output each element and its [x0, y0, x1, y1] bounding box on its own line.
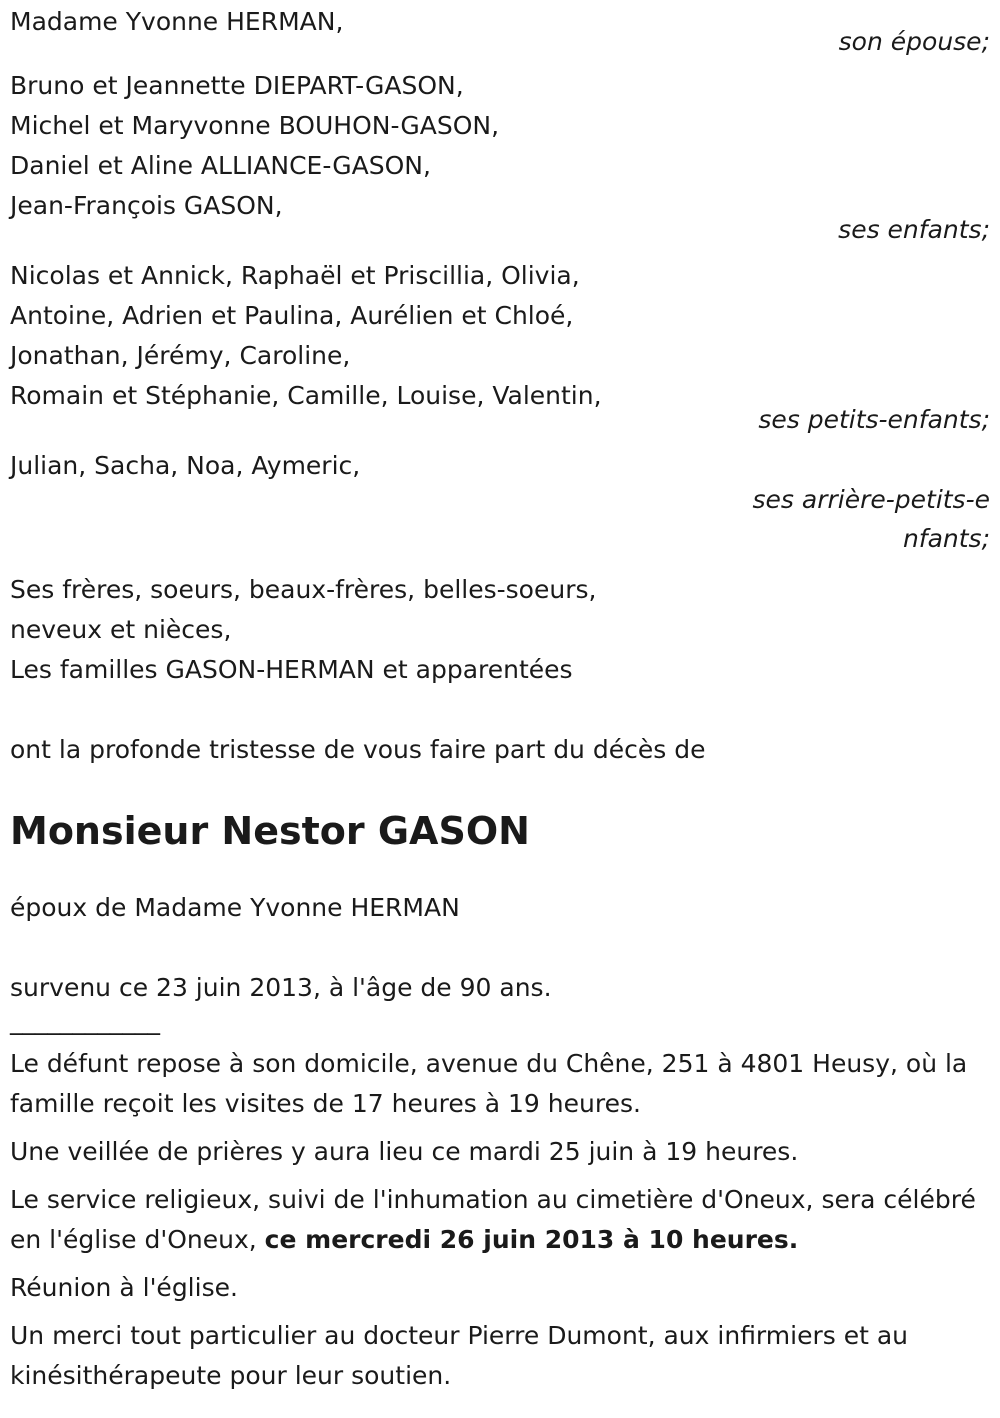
- others-line: neveux et nièces,: [10, 615, 232, 644]
- separator-line: ____________: [10, 1006, 160, 1035]
- grandchildren-group: [10, 256, 990, 434]
- great-grandchild-line: Julian, Sacha, Noa, Aymeric,: [10, 451, 361, 480]
- spouse-group: [10, 0, 990, 56]
- spouse-role: son épouse;: [838, 27, 990, 56]
- announcement-text: ont la profonde tristesse de vous faire part du décès de: [10, 735, 706, 764]
- child-line: Daniel et Aline ALLIANCE-GASON,: [10, 151, 431, 180]
- child-line: Michel et Maryvonne BOUHON-GASON,: [10, 111, 500, 140]
- grandchildren-role: ses petits-enfants;: [758, 405, 990, 434]
- service-date: ce mercredi 26 juin 2013 à 10 heures.: [264, 1225, 799, 1254]
- service-paragraph: [10, 1180, 990, 1260]
- grandchild-line: Jonathan, Jérémy, Caroline,: [10, 341, 351, 370]
- others-group: [10, 570, 990, 690]
- service-text: Le service religieux, suivi de l'inhumation au cimetière d'Oneux, sera célébré en l'église d'Oneux,: [10, 1185, 976, 1254]
- deceased-name: Monsieur Nestor GASON: [10, 809, 530, 853]
- meeting-paragraph: Réunion à l'église.: [10, 1273, 238, 1302]
- others-line: Les familles GASON-HERMAN et apparentées: [10, 655, 573, 684]
- children-group: [10, 66, 990, 244]
- great-grandchildren-role: ses arrière-petits-enfants;: [752, 485, 990, 553]
- great-grandchildren-group: [10, 446, 990, 558]
- others-line: Ses frères, soeurs, beaux-frères, belles-soeurs,: [10, 575, 597, 604]
- repose-paragraph: Le défunt repose à son domicile, avenue du Chêne, 251 à 4801 Heusy, où la famille reçoit les visites de 17 heures à 19 heures.: [10, 1049, 968, 1118]
- spouse-of-text: époux de Madame Yvonne HERMAN: [10, 893, 460, 922]
- grandchild-line: Nicolas et Annick, Raphaël et Priscillia, Olivia,: [10, 261, 580, 290]
- vigil-paragraph: Une veillée de prières y aura lieu ce mardi 25 juin à 19 heures.: [10, 1137, 799, 1166]
- grandchild-line: Antoine, Adrien et Paulina, Aurélien et Chloé,: [10, 301, 574, 330]
- child-line: Jean-François GASON,: [10, 191, 283, 220]
- spouse-name: Madame Yvonne HERMAN,: [10, 7, 344, 36]
- death-info: survenu ce 23 juin 2013, à l'âge de 90 ans.: [10, 973, 552, 1002]
- thanks-paragraph: Un merci tout particulier au docteur Pierre Dumont, aux infirmiers et au kinésithérapeute pour leur soutien.: [10, 1321, 908, 1390]
- child-line: Bruno et Jeannette DIEPART-GASON,: [10, 71, 464, 100]
- children-role: ses enfants;: [838, 215, 990, 244]
- grandchild-line: Romain et Stéphanie, Camille, Louise, Valentin,: [10, 381, 602, 410]
